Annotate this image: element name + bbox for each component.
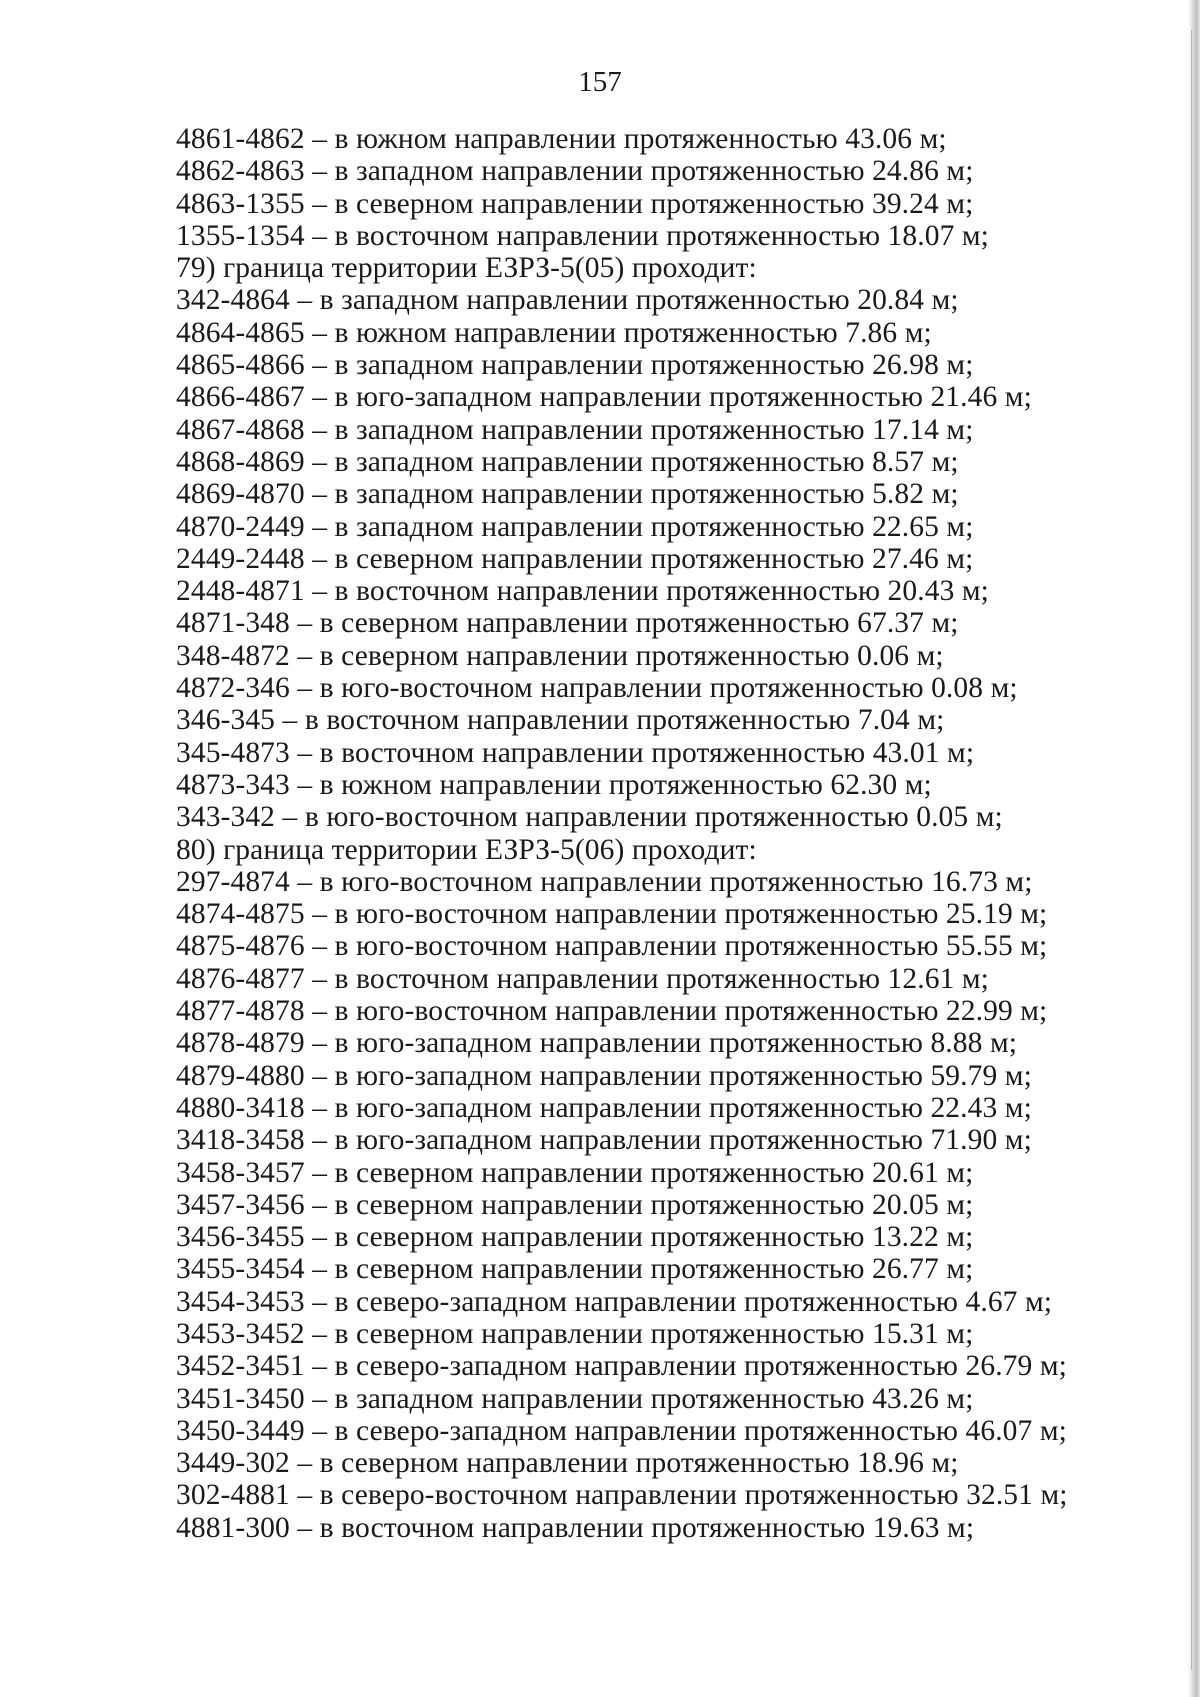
boundary-description-list	[176, 123, 1068, 1544]
text-line: 4869-4870 – в западном направлении протяженностью 5.82 м;	[176, 478, 959, 511]
section-heading-line: 80) граница территории ЕЗРЗ-5(06) проходит:	[176, 833, 757, 866]
text-line: 3418-3458 – в юго-западном направлении протяженностью 71.90 м;	[176, 1124, 1032, 1157]
text-line: 4876-4877 – в восточном направлении протяженностью 12.61 м;	[176, 962, 989, 995]
text-line: 297-4874 – в юго-восточном направлении протяженностью 16.73 м;	[176, 865, 1033, 898]
text-line: 343-342 – в юго-восточном направлении протяженностью 0.05 м;	[176, 801, 1003, 834]
text-line: 4878-4879 – в юго-западном направлении протяженностью 8.88 м;	[176, 1027, 1018, 1060]
text-line: 4863-1355 – в северном направлении протяженностью 39.24 м;	[176, 187, 974, 220]
text-line: 3454-3453 – в северо-западном направлении протяженностью 4.67 м;	[176, 1285, 1053, 1318]
text-line: 3458-3457 – в северном направлении протяженностью 20.61 м;	[176, 1156, 974, 1189]
text-line: 346-345 – в восточном направлении протяженностью 7.04 м;	[176, 704, 945, 737]
text-line: 4874-4875 – в юго-восточном направлении протяженностью 25.19 м;	[176, 898, 1048, 931]
text-line: 2449-2448 – в северном направлении протяженностью 27.46 м;	[176, 542, 974, 575]
text-line: 4870-2449 – в западном направлении протяженностью 22.65 м;	[176, 510, 974, 543]
text-line: 4872-346 – в юго-восточном направлении протяженностью 0.08 м;	[176, 672, 1018, 705]
text-line: 4879-4880 – в юго-западном направлении протяженностью 59.79 м;	[176, 1059, 1032, 1092]
text-line: 3456-3455 – в северном направлении протяженностью 13.22 м;	[176, 1221, 974, 1254]
text-line: 4871-348 – в северном направлении протяженностью 67.37 м;	[176, 607, 959, 640]
text-line: 348-4872 – в северном направлении протяженностью 0.06 м;	[176, 639, 944, 672]
text-line: 2448-4871 – в восточном направлении протяженностью 20.43 м;	[176, 575, 989, 608]
text-line: 345-4873 – в восточном направлении протяженностью 43.01 м;	[176, 736, 975, 769]
text-line: 3452-3451 – в северо-западном направлении протяженностью 26.79 м;	[176, 1350, 1067, 1383]
text-line: 4875-4876 – в юго-восточном направлении протяженностью 55.55 м;	[176, 930, 1048, 963]
scan-edge-line	[1191, 30, 1192, 1670]
text-line: 3451-3450 – в западном направлении протяженностью 43.26 м;	[176, 1382, 974, 1415]
text-line: 3453-3452 – в северном направлении протяженностью 15.31 м;	[176, 1317, 974, 1350]
text-line: 4873-343 – в южном направлении протяженностью 62.30 м;	[176, 768, 932, 801]
text-line: 4881-300 – в восточном направлении протяженностью 19.63 м;	[176, 1511, 975, 1544]
text-line: 4862-4863 – в западном направлении протяженностью 24.86 м;	[176, 155, 974, 188]
text-line: 3449-302 – в северном направлении протяженностью 18.96 м;	[176, 1447, 959, 1480]
text-line: 4877-4878 – в юго-восточном направлении протяженностью 22.99 м;	[176, 995, 1048, 1028]
section-heading-line: 79) граница территории ЕЗРЗ-5(05) проходит:	[176, 252, 757, 285]
page-number: 157	[578, 66, 622, 98]
text-line: 4865-4866 – в западном направлении протяженностью 26.98 м;	[176, 349, 974, 382]
text-line: 342-4864 – в западном направлении протяженностью 20.84 м;	[176, 284, 959, 317]
text-line: 4864-4865 – в южном направлении протяженностью 7.86 м;	[176, 316, 932, 349]
text-line: 302-4881 – в северо-восточном направлении протяженностью 32.51 м;	[176, 1479, 1068, 1512]
scan-edge-shadow	[1188, 0, 1200, 1697]
text-line: 4867-4868 – в западном направлении протяженностью 17.14 м;	[176, 413, 974, 446]
text-line: 4861-4862 – в южном направлении протяженностью 43.06 м;	[176, 123, 947, 155]
text-line: 3450-3449 – в северо-западном направлении протяженностью 46.07 м;	[176, 1414, 1067, 1447]
text-line: 4868-4869 – в западном направлении протяженностью 8.57 м;	[176, 445, 959, 478]
text-line: 3457-3456 – в северном направлении протяженностью 20.05 м;	[176, 1188, 974, 1221]
text-line: 1355-1354 – в восточном направлении протяженностью 18.07 м;	[176, 219, 989, 252]
text-line: 3455-3454 – в северном направлении протяженностью 26.77 м;	[176, 1253, 974, 1286]
text-line: 4880-3418 – в юго-западном направлении протяженностью 22.43 м;	[176, 1091, 1032, 1124]
text-line: 4866-4867 – в юго-западном направлении протяженностью 21.46 м;	[176, 381, 1032, 414]
